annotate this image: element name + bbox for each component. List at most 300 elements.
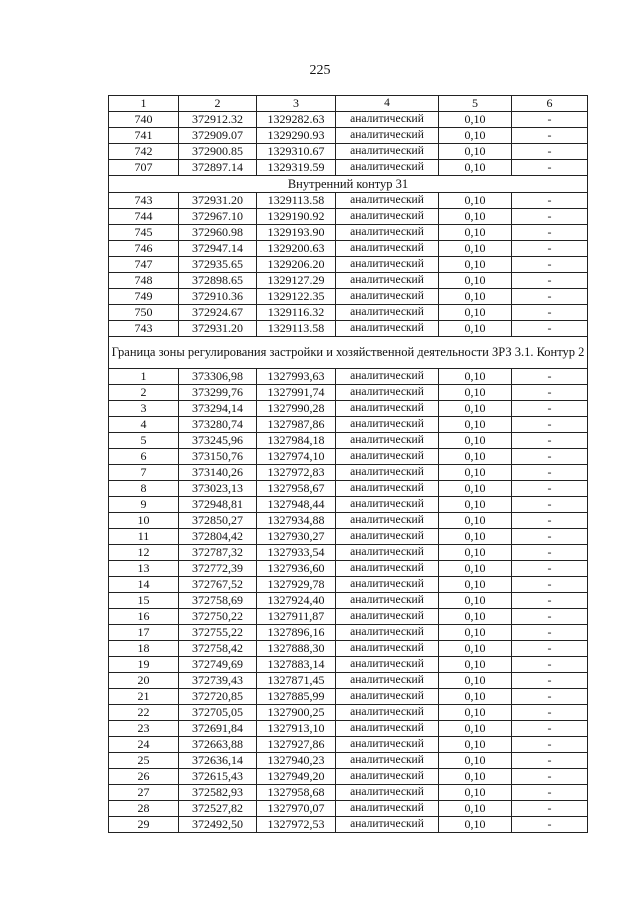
- x-coordinate-cell: 372739,43: [179, 673, 257, 689]
- method-cell: аналитический: [336, 545, 439, 561]
- point-number-cell: 1: [109, 96, 179, 112]
- y-coordinate-cell: 1327934,88: [257, 513, 336, 529]
- note-cell: -: [512, 497, 588, 513]
- y-coordinate-cell: 1329200.63: [257, 241, 336, 257]
- table-row: [109, 657, 588, 673]
- accuracy-cell: 0,10: [439, 128, 512, 144]
- y-coordinate-cell: 1327970,07: [257, 801, 336, 817]
- point-number-cell: 740: [109, 112, 179, 128]
- accuracy-cell: 0,10: [439, 737, 512, 753]
- method-cell: аналитический: [336, 417, 439, 433]
- y-coordinate-cell: 1327993,63: [257, 369, 336, 385]
- point-number-cell: 11: [109, 529, 179, 545]
- y-coordinate-cell: 1327871,45: [257, 673, 336, 689]
- point-number-cell: 749: [109, 289, 179, 305]
- y-coordinate-cell: 1329113.58: [257, 321, 336, 337]
- y-coordinate-cell: 1329122.35: [257, 289, 336, 305]
- x-coordinate-cell: 372967.10: [179, 209, 257, 225]
- accuracy-cell: 0,10: [439, 529, 512, 545]
- note-cell: -: [512, 385, 588, 401]
- y-coordinate-cell: 1329193.90: [257, 225, 336, 241]
- method-cell: аналитический: [336, 465, 439, 481]
- accuracy-cell: 0,10: [439, 721, 512, 737]
- y-coordinate-cell: 1327911,87: [257, 609, 336, 625]
- table-row: [109, 513, 588, 529]
- method-cell: аналитический: [336, 705, 439, 721]
- accuracy-cell: 0,10: [439, 641, 512, 657]
- accuracy-cell: 0,10: [439, 433, 512, 449]
- table-row: [109, 721, 588, 737]
- method-cell: аналитический: [336, 241, 439, 257]
- note-cell: -: [512, 417, 588, 433]
- note-cell: -: [512, 241, 588, 257]
- point-number-cell: 21: [109, 689, 179, 705]
- table-row: [109, 497, 588, 513]
- point-number-cell: 10: [109, 513, 179, 529]
- y-coordinate-cell: 1327991,74: [257, 385, 336, 401]
- accuracy-cell: 0,10: [439, 769, 512, 785]
- accuracy-cell: 0,10: [439, 705, 512, 721]
- x-coordinate-cell: 2: [179, 96, 257, 112]
- y-coordinate-cell: 1327949,20: [257, 769, 336, 785]
- note-cell: -: [512, 257, 588, 273]
- x-coordinate-cell: 372772,39: [179, 561, 257, 577]
- y-coordinate-cell: 1327948,44: [257, 497, 336, 513]
- point-number-cell: 748: [109, 273, 179, 289]
- x-coordinate-cell: 372912.32: [179, 112, 257, 128]
- table-row: [109, 417, 588, 433]
- note-cell: -: [512, 225, 588, 241]
- note-cell: -: [512, 112, 588, 128]
- point-number-cell: 4: [109, 417, 179, 433]
- accuracy-cell: 5: [439, 96, 512, 112]
- point-number-cell: 2: [109, 385, 179, 401]
- coordinates-table: [108, 95, 588, 833]
- accuracy-cell: 0,10: [439, 625, 512, 641]
- note-cell: -: [512, 513, 588, 529]
- section-title: Граница зоны регулирования застройки и хозяйственной деятельности ЗРЗ 3.1. Контур 2: [109, 337, 588, 369]
- point-number-cell: 747: [109, 257, 179, 273]
- y-coordinate-cell: 1327933,54: [257, 545, 336, 561]
- section-title-row: [109, 337, 588, 369]
- y-coordinate-cell: 1327930,27: [257, 529, 336, 545]
- y-coordinate-cell: 1329290.93: [257, 128, 336, 144]
- method-cell: аналитический: [336, 721, 439, 737]
- note-cell: -: [512, 289, 588, 305]
- table-row: [109, 737, 588, 753]
- accuracy-cell: 0,10: [439, 673, 512, 689]
- method-cell: аналитический: [336, 128, 439, 144]
- table-row: [109, 625, 588, 641]
- point-number-cell: 742: [109, 144, 179, 160]
- accuracy-cell: 0,10: [439, 144, 512, 160]
- accuracy-cell: 0,10: [439, 417, 512, 433]
- point-number-cell: 9: [109, 497, 179, 513]
- x-coordinate-cell: 372910.36: [179, 289, 257, 305]
- x-coordinate-cell: 372787,32: [179, 545, 257, 561]
- point-number-cell: 26: [109, 769, 179, 785]
- x-coordinate-cell: 372615,43: [179, 769, 257, 785]
- note-cell: -: [512, 769, 588, 785]
- point-number-cell: 12: [109, 545, 179, 561]
- method-cell: аналитический: [336, 289, 439, 305]
- table-row: [109, 561, 588, 577]
- accuracy-cell: 0,10: [439, 401, 512, 417]
- accuracy-cell: 0,10: [439, 193, 512, 209]
- point-number-cell: 750: [109, 305, 179, 321]
- note-cell: -: [512, 801, 588, 817]
- note-cell: -: [512, 705, 588, 721]
- point-number-cell: 707: [109, 160, 179, 176]
- point-number-cell: 20: [109, 673, 179, 689]
- note-cell: -: [512, 593, 588, 609]
- point-number-cell: 27: [109, 785, 179, 801]
- accuracy-cell: 0,10: [439, 657, 512, 673]
- table-row: [109, 433, 588, 449]
- table-row: [109, 673, 588, 689]
- point-number-cell: 17: [109, 625, 179, 641]
- x-coordinate-cell: 373245,96: [179, 433, 257, 449]
- method-cell: аналитический: [336, 144, 439, 160]
- table-row: [109, 449, 588, 465]
- y-coordinate-cell: 1327913,10: [257, 721, 336, 737]
- note-cell: -: [512, 625, 588, 641]
- table-row: [109, 593, 588, 609]
- method-cell: аналитический: [336, 225, 439, 241]
- note-cell: -: [512, 449, 588, 465]
- table-row: [109, 641, 588, 657]
- accuracy-cell: 0,10: [439, 561, 512, 577]
- page-number: 225: [309, 63, 331, 78]
- method-cell: аналитический: [336, 273, 439, 289]
- x-coordinate-cell: 372931.20: [179, 193, 257, 209]
- method-cell: аналитический: [336, 673, 439, 689]
- y-coordinate-cell: 1327972,53: [257, 817, 336, 833]
- x-coordinate-cell: 372948,81: [179, 497, 257, 513]
- method-cell: аналитический: [336, 401, 439, 417]
- x-coordinate-cell: 372897.14: [179, 160, 257, 176]
- point-number-cell: 19: [109, 657, 179, 673]
- accuracy-cell: 0,10: [439, 369, 512, 385]
- point-number-cell: 22: [109, 705, 179, 721]
- x-coordinate-cell: 372691,84: [179, 721, 257, 737]
- table-header-row: [109, 96, 588, 112]
- x-coordinate-cell: 372636,14: [179, 753, 257, 769]
- point-number-cell: 29: [109, 817, 179, 833]
- y-coordinate-cell: 1327972,83: [257, 465, 336, 481]
- table-row: [109, 144, 588, 160]
- y-coordinate-cell: 1327987,86: [257, 417, 336, 433]
- method-cell: аналитический: [336, 657, 439, 673]
- method-cell: аналитический: [336, 160, 439, 176]
- method-cell: аналитический: [336, 641, 439, 657]
- y-coordinate-cell: 1327929,78: [257, 577, 336, 593]
- y-coordinate-cell: 1327958,68: [257, 785, 336, 801]
- x-coordinate-cell: 372898.65: [179, 273, 257, 289]
- note-cell: -: [512, 785, 588, 801]
- x-coordinate-cell: 372850,27: [179, 513, 257, 529]
- y-coordinate-cell: 1329190.92: [257, 209, 336, 225]
- note-cell: -: [512, 545, 588, 561]
- y-coordinate-cell: 3: [257, 96, 336, 112]
- method-cell: аналитический: [336, 369, 439, 385]
- method-cell: аналитический: [336, 433, 439, 449]
- point-number-cell: 1: [109, 369, 179, 385]
- note-cell: -: [512, 529, 588, 545]
- method-cell: аналитический: [336, 481, 439, 497]
- table-row: [109, 112, 588, 128]
- x-coordinate-cell: 372663,88: [179, 737, 257, 753]
- accuracy-cell: 0,10: [439, 465, 512, 481]
- x-coordinate-cell: 373294,14: [179, 401, 257, 417]
- x-coordinate-cell: 373140,26: [179, 465, 257, 481]
- point-number-cell: 14: [109, 577, 179, 593]
- point-number-cell: 743: [109, 193, 179, 209]
- table-row: [109, 193, 588, 209]
- y-coordinate-cell: 1327888,30: [257, 641, 336, 657]
- accuracy-cell: 0,10: [439, 257, 512, 273]
- x-coordinate-cell: 372720,85: [179, 689, 257, 705]
- accuracy-cell: 0,10: [439, 593, 512, 609]
- method-cell: аналитический: [336, 737, 439, 753]
- point-number-cell: 18: [109, 641, 179, 657]
- table-row: [109, 705, 588, 721]
- y-coordinate-cell: 1329206.20: [257, 257, 336, 273]
- method-cell: аналитический: [336, 529, 439, 545]
- table-row: [109, 801, 588, 817]
- method-cell: аналитический: [336, 112, 439, 128]
- y-coordinate-cell: 1327883,14: [257, 657, 336, 673]
- method-cell: 4: [336, 96, 439, 112]
- method-cell: аналитический: [336, 193, 439, 209]
- y-coordinate-cell: 1327885,99: [257, 689, 336, 705]
- accuracy-cell: 0,10: [439, 289, 512, 305]
- x-coordinate-cell: 372804,42: [179, 529, 257, 545]
- accuracy-cell: 0,10: [439, 689, 512, 705]
- point-number-cell: 745: [109, 225, 179, 241]
- accuracy-cell: 0,10: [439, 305, 512, 321]
- method-cell: аналитический: [336, 625, 439, 641]
- point-number-cell: 743: [109, 321, 179, 337]
- method-cell: аналитический: [336, 801, 439, 817]
- note-cell: -: [512, 128, 588, 144]
- table-row: [109, 401, 588, 417]
- y-coordinate-cell: 1327958,67: [257, 481, 336, 497]
- method-cell: аналитический: [336, 609, 439, 625]
- note-cell: -: [512, 144, 588, 160]
- table-row: [109, 128, 588, 144]
- y-coordinate-cell: 1329310.67: [257, 144, 336, 160]
- y-coordinate-cell: 1327936,60: [257, 561, 336, 577]
- table-row: [109, 609, 588, 625]
- note-cell: 6: [512, 96, 588, 112]
- table-row: [109, 241, 588, 257]
- y-coordinate-cell: 1329127.29: [257, 273, 336, 289]
- accuracy-cell: 0,10: [439, 801, 512, 817]
- method-cell: аналитический: [336, 497, 439, 513]
- x-coordinate-cell: 372492,50: [179, 817, 257, 833]
- x-coordinate-cell: 373299,76: [179, 385, 257, 401]
- y-coordinate-cell: 1327900,25: [257, 705, 336, 721]
- table-row: [109, 305, 588, 321]
- note-cell: -: [512, 689, 588, 705]
- x-coordinate-cell: 372758,69: [179, 593, 257, 609]
- point-number-cell: 744: [109, 209, 179, 225]
- x-coordinate-cell: 372582,93: [179, 785, 257, 801]
- note-cell: -: [512, 273, 588, 289]
- method-cell: аналитический: [336, 753, 439, 769]
- method-cell: аналитический: [336, 817, 439, 833]
- note-cell: -: [512, 209, 588, 225]
- x-coordinate-cell: 372931.20: [179, 321, 257, 337]
- method-cell: аналитический: [336, 257, 439, 273]
- point-number-cell: 13: [109, 561, 179, 577]
- x-coordinate-cell: 372947.14: [179, 241, 257, 257]
- method-cell: аналитический: [336, 513, 439, 529]
- method-cell: аналитический: [336, 209, 439, 225]
- table-row: [109, 273, 588, 289]
- method-cell: аналитический: [336, 385, 439, 401]
- note-cell: -: [512, 753, 588, 769]
- point-number-cell: 24: [109, 737, 179, 753]
- x-coordinate-cell: 372924.67: [179, 305, 257, 321]
- point-number-cell: 8: [109, 481, 179, 497]
- method-cell: аналитический: [336, 769, 439, 785]
- table-row: [109, 817, 588, 833]
- method-cell: аналитический: [336, 449, 439, 465]
- table-row: [109, 160, 588, 176]
- note-cell: -: [512, 561, 588, 577]
- point-number-cell: 25: [109, 753, 179, 769]
- accuracy-cell: 0,10: [439, 385, 512, 401]
- y-coordinate-cell: 1327990,28: [257, 401, 336, 417]
- y-coordinate-cell: 1329282.63: [257, 112, 336, 128]
- accuracy-cell: 0,10: [439, 577, 512, 593]
- accuracy-cell: 0,10: [439, 513, 512, 529]
- table-row: [109, 785, 588, 801]
- table-row: [109, 529, 588, 545]
- accuracy-cell: 0,10: [439, 609, 512, 625]
- note-cell: -: [512, 321, 588, 337]
- accuracy-cell: 0,10: [439, 753, 512, 769]
- y-coordinate-cell: 1327927,86: [257, 737, 336, 753]
- x-coordinate-cell: 373150,76: [179, 449, 257, 465]
- note-cell: -: [512, 609, 588, 625]
- y-coordinate-cell: 1327984,18: [257, 433, 336, 449]
- note-cell: -: [512, 817, 588, 833]
- point-number-cell: 7: [109, 465, 179, 481]
- point-number-cell: 746: [109, 241, 179, 257]
- method-cell: аналитический: [336, 321, 439, 337]
- x-coordinate-cell: 372755,22: [179, 625, 257, 641]
- note-cell: -: [512, 737, 588, 753]
- accuracy-cell: 0,10: [439, 817, 512, 833]
- x-coordinate-cell: 372767,52: [179, 577, 257, 593]
- x-coordinate-cell: 373023,13: [179, 481, 257, 497]
- x-coordinate-cell: 373306,98: [179, 369, 257, 385]
- x-coordinate-cell: 372900.85: [179, 144, 257, 160]
- method-cell: аналитический: [336, 785, 439, 801]
- accuracy-cell: 0,10: [439, 321, 512, 337]
- accuracy-cell: 0,10: [439, 481, 512, 497]
- method-cell: аналитический: [336, 305, 439, 321]
- point-number-cell: 23: [109, 721, 179, 737]
- table-row: [109, 225, 588, 241]
- table-row: [109, 385, 588, 401]
- table-row: [109, 465, 588, 481]
- note-cell: -: [512, 433, 588, 449]
- point-number-cell: 741: [109, 128, 179, 144]
- table-row: [109, 689, 588, 705]
- section-title: Внутренний контур 31: [109, 176, 588, 193]
- note-cell: -: [512, 721, 588, 737]
- note-cell: -: [512, 305, 588, 321]
- note-cell: -: [512, 657, 588, 673]
- table-row: [109, 321, 588, 337]
- note-cell: -: [512, 673, 588, 689]
- x-coordinate-cell: 373280,74: [179, 417, 257, 433]
- table-row: [109, 369, 588, 385]
- y-coordinate-cell: 1327924,40: [257, 593, 336, 609]
- method-cell: аналитический: [336, 593, 439, 609]
- accuracy-cell: 0,10: [439, 497, 512, 513]
- point-number-cell: 28: [109, 801, 179, 817]
- y-coordinate-cell: 1329319.59: [257, 160, 336, 176]
- x-coordinate-cell: 372750,22: [179, 609, 257, 625]
- point-number-cell: 3: [109, 401, 179, 417]
- point-number-cell: 5: [109, 433, 179, 449]
- accuracy-cell: 0,10: [439, 241, 512, 257]
- table-row: [109, 481, 588, 497]
- y-coordinate-cell: 1327940,23: [257, 753, 336, 769]
- note-cell: -: [512, 577, 588, 593]
- method-cell: аналитический: [336, 689, 439, 705]
- method-cell: аналитический: [336, 561, 439, 577]
- table-row: [109, 753, 588, 769]
- x-coordinate-cell: 372527,82: [179, 801, 257, 817]
- section-title-row: [109, 176, 588, 193]
- accuracy-cell: 0,10: [439, 449, 512, 465]
- note-cell: -: [512, 193, 588, 209]
- x-coordinate-cell: 372705,05: [179, 705, 257, 721]
- table-row: [109, 577, 588, 593]
- note-cell: -: [512, 369, 588, 385]
- y-coordinate-cell: 1327974,10: [257, 449, 336, 465]
- table-row: [109, 769, 588, 785]
- note-cell: -: [512, 160, 588, 176]
- accuracy-cell: 0,10: [439, 785, 512, 801]
- x-coordinate-cell: 372749,69: [179, 657, 257, 673]
- x-coordinate-cell: 372909.07: [179, 128, 257, 144]
- note-cell: -: [512, 481, 588, 497]
- note-cell: -: [512, 401, 588, 417]
- table-row: [109, 545, 588, 561]
- point-number-cell: 6: [109, 449, 179, 465]
- y-coordinate-cell: 1329113.58: [257, 193, 336, 209]
- accuracy-cell: 0,10: [439, 112, 512, 128]
- table-row: [109, 257, 588, 273]
- accuracy-cell: 0,10: [439, 273, 512, 289]
- note-cell: -: [512, 641, 588, 657]
- note-cell: -: [512, 465, 588, 481]
- x-coordinate-cell: 372758,42: [179, 641, 257, 657]
- x-coordinate-cell: 372935.65: [179, 257, 257, 273]
- point-number-cell: 15: [109, 593, 179, 609]
- table-row: [109, 209, 588, 225]
- accuracy-cell: 0,10: [439, 160, 512, 176]
- table-row: [109, 289, 588, 305]
- x-coordinate-cell: 372960.98: [179, 225, 257, 241]
